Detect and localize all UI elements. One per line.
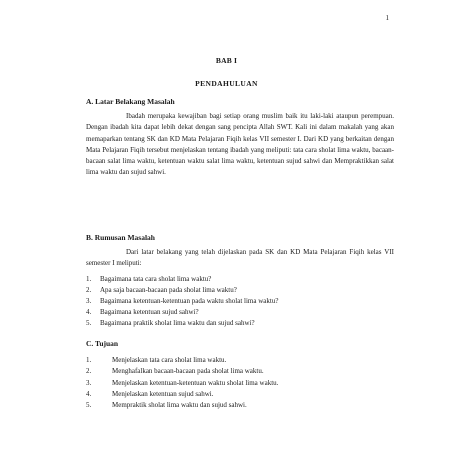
section-b xyxy=(86,232,394,330)
list-item xyxy=(86,355,394,366)
list-item xyxy=(86,318,394,329)
page-number: 1 xyxy=(385,14,389,22)
list-item xyxy=(86,366,394,377)
list-item xyxy=(86,400,394,411)
section-a xyxy=(86,96,394,178)
list-item xyxy=(86,389,394,400)
list-item-text: Bagaimana ketentuan sujud sahwi? xyxy=(100,308,199,317)
list-item-number: 3. xyxy=(86,378,92,387)
section-c-list xyxy=(86,355,394,411)
list-item xyxy=(86,307,394,318)
list-item-text: Apa saja bacaan-bacaan pada sholat lima waktu? xyxy=(100,285,237,294)
section-c-heading: C. Tujuan xyxy=(86,339,119,348)
list-item-number: 5. xyxy=(86,319,92,328)
section-a-heading: A. Latar Belakang Masalah xyxy=(86,97,175,106)
list-item-text: Menghafalkan bacaan-bacaan pada sholat lima waktu. xyxy=(112,367,264,376)
list-item xyxy=(86,285,394,296)
section-c xyxy=(86,338,394,411)
list-item-text: Menjelaskan ketentuan sujud sahwi. xyxy=(112,389,214,398)
list-item-number: 1. xyxy=(86,356,92,365)
list-item-number: 1. xyxy=(86,274,92,283)
list-item-number: 5. xyxy=(86,401,92,410)
list-item-text: Bagaimana tata cara sholat lima waktu? xyxy=(100,274,212,283)
chapter-title: PENDAHULUAN xyxy=(195,79,258,88)
list-item xyxy=(86,378,394,389)
section-a-paragraph: Ibadah merupaka kewajiban bagi setiap orang muslim baik itu laki-laki ataupun perempuan. Dengan ibadah kita dapat lebih dekat dengan sang pencipta Allah SWT. Kali ini dalam makalah yang akan memaparkan tentang SK dan KD Mata Pelajaran Fiqih kelas VII semester I. Dari KD yang berkaitan dengan Mata Pelajaran Fiqih tersebut menjelaskan tentang ibadah yang meliputi: tata cara sholat lima waktu, bacaan-bacaan salat lima waktu, ketentuan waktu salat lima waktu, ketentuan sujud sahwi dan Mempraktikkan salat lima waktu dan sujud sahwi. xyxy=(86,112,394,177)
list-item-number: 2. xyxy=(86,367,92,376)
chapter-label: BAB I xyxy=(215,56,238,65)
list-item-number: 2. xyxy=(86,285,92,294)
list-item-text: Bagaimana ketentuan-ketentuan pada waktu sholat lima waktu? xyxy=(100,297,279,306)
list-item-number: 4. xyxy=(86,389,92,398)
list-item-text: Bagaimana praktik sholat lima waktu dan sujud sahwi? xyxy=(100,319,255,328)
list-item-number: 3. xyxy=(86,297,92,306)
section-b-heading: B. Rumusan Masalah xyxy=(86,233,155,242)
list-item-text: Mempraktik sholat lima waktu dan sujud sahwi. xyxy=(112,401,247,410)
list-item xyxy=(86,274,394,285)
list-item-number: 4. xyxy=(86,308,92,317)
list-item xyxy=(86,296,394,307)
list-item-text: Menjelaskan tata cara sholat lima waktu. xyxy=(112,356,227,365)
section-b-list xyxy=(86,274,394,330)
list-item-text: Menjelaskan ketentuan-ketentuan waktu sholat lima waktu. xyxy=(112,378,279,387)
section-b-paragraph: Dari latar belakang yang telah dijelaskan pada SK dan KD Mata Pelajaran Fiqih kelas VII semester I meliputi: xyxy=(86,248,394,268)
